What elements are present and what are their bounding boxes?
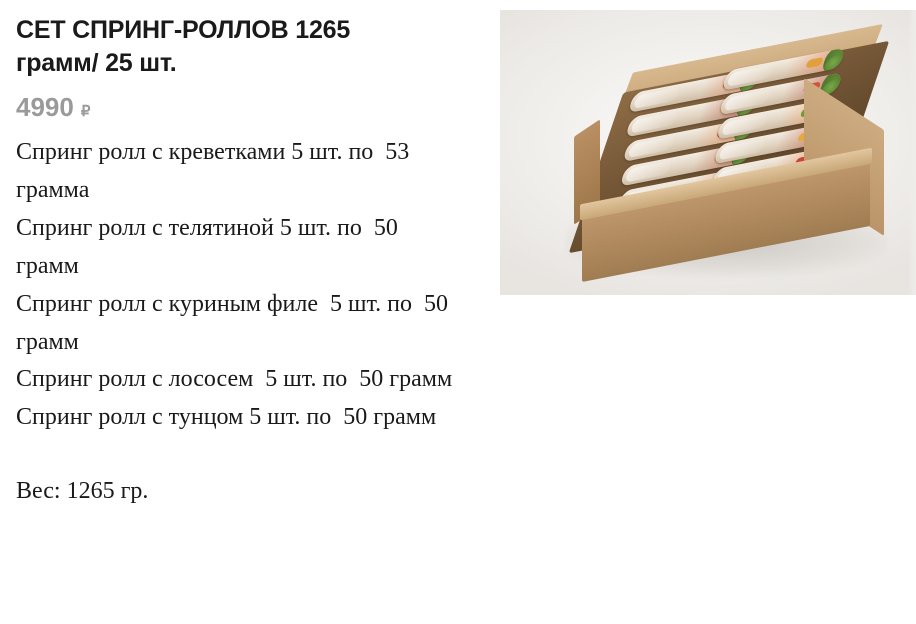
image-right-fade — [908, 10, 916, 295]
product-image — [500, 10, 916, 295]
description-line: Спринг ролл с лососем 5 шт. по 50 грамм — [16, 366, 453, 393]
page-title: СЕТ СПРИНГ-РОЛЛОВ 1265 грамм/ 25 шт. — [16, 16, 351, 77]
product-description — [16, 134, 464, 437]
description-line: Спринг ролл с телятиной 5 шт. по 50 грамм — [16, 214, 404, 279]
product-weight: Вес: 1265 гр. — [16, 478, 149, 505]
price-value: 4990 — [16, 92, 74, 122]
currency-symbol: ₽ — [80, 103, 91, 120]
description-line: Спринг ролл с куриным филе 5 шт. по 50 грамм — [16, 290, 455, 355]
description-line: Спринг ролл с креветками 5 шт. по 53 грамма — [16, 139, 416, 203]
product-info — [16, 14, 466, 511]
price-row — [16, 94, 466, 120]
cardboard-box-illustration — [572, 32, 890, 282]
description-line: Спринг ролл с тунцом 5 шт. по 50 грамм — [16, 404, 437, 431]
